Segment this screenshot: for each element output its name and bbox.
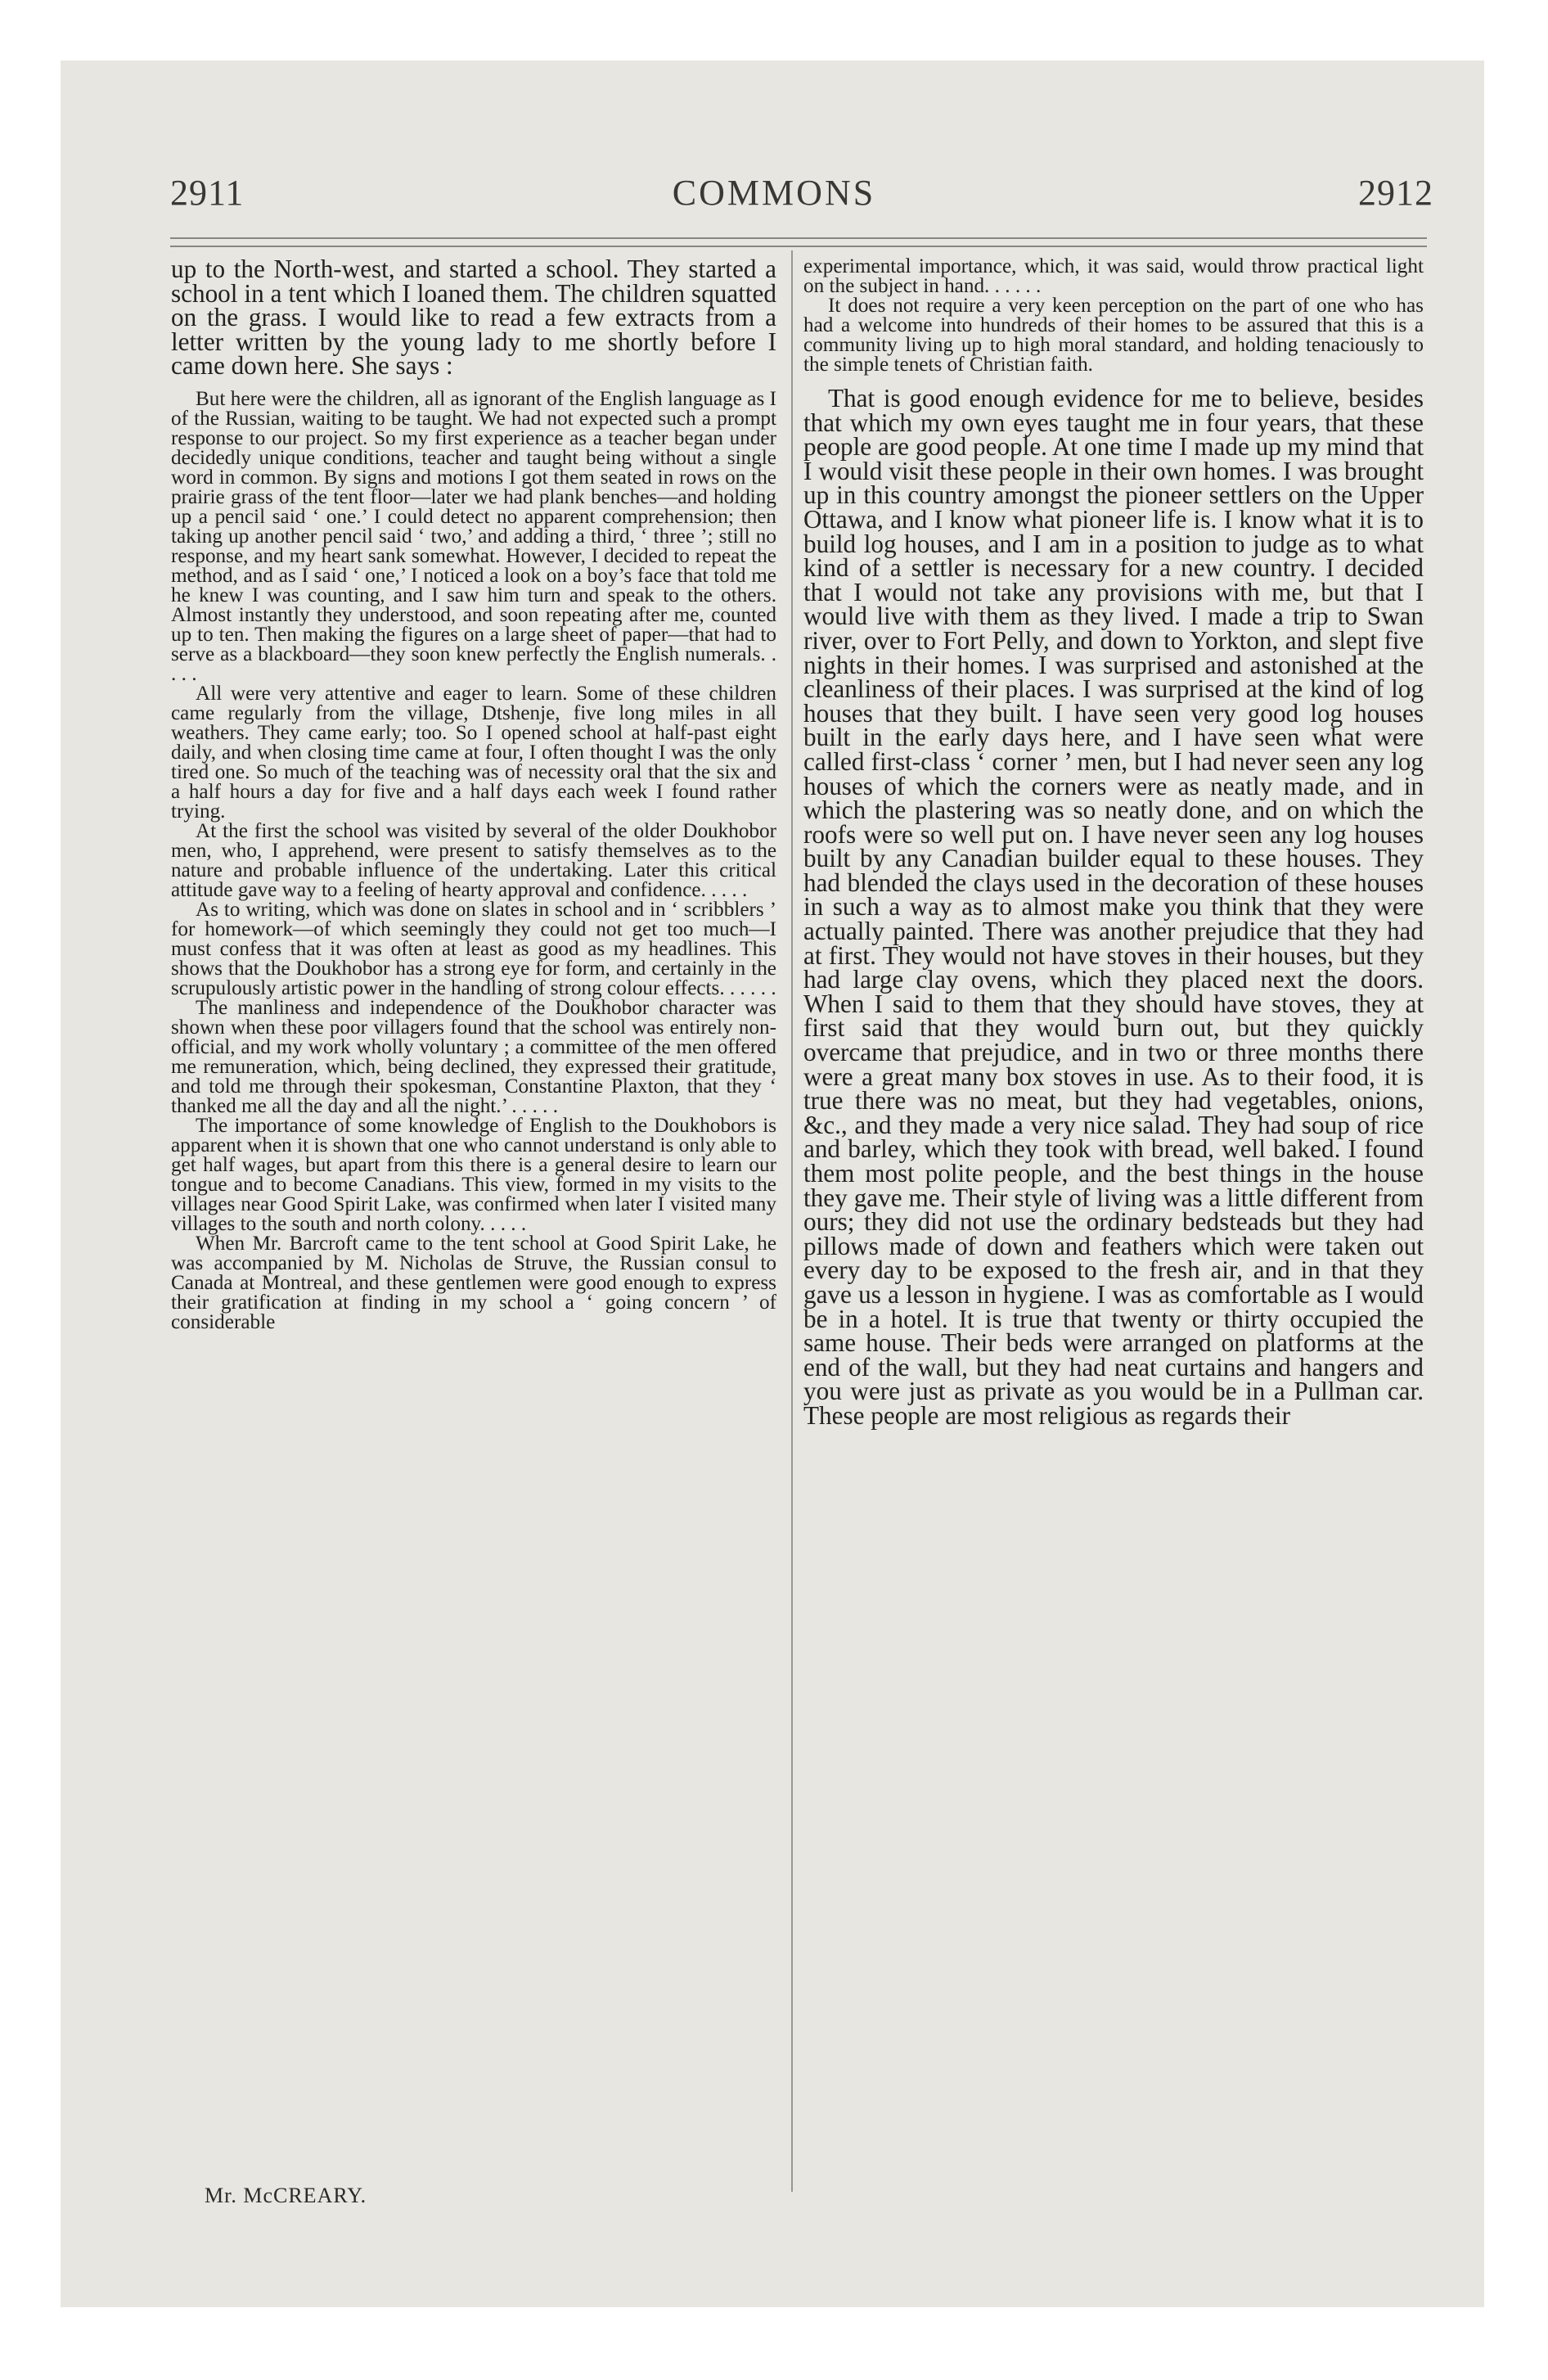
speech-paragraph: That is good enough evidence for me to believe, besides that which my own eyes taught me in four years, that these people are good people. At one time I made up my mind that I would visit these people in their own homes. I was brought up in this country amongst the pioneer settlers on the Upper Ottawa, and I know what pioneer life is. I know what it is to build log houses, and I am in a position to judge as to what kind of a settler is necessary for a new country. I decided that I would not take any provisions with me, but that I would live with them as they lived. I made a trip to Swan river, over to Fort Pelly, and down to Yorkton, and slept five nights in their homes. I was surprised and astonished at the cleanliness of their places. I was surprised at the kind of log houses that they built. I have seen very good log houses built in the early days here, and I have seen what were called first-class ‘ corner ’ men, but I had never seen any log houses of which the corners were as neatly made, and in which the plastering was so neatly done, and on which the roofs were so well put on. I have never seen any log houses built by any Canadian builder equal to these houses. They had blended the clays used in the decoration of these houses in such a way as to almost make you think that they were actually painted. There was another prejudice that they had at first. They would not have stoves in their houses, but they had large clay ovens, which they placed next the doors. When I said to them that they should have stoves, they at first said that they would burn out, but they quickly overcame that prejudice, and in two or three months there were a great many box stoves in use. As to their food, it is true there was no meat, but they had vegetables, onions, &c., and they made a very nice salad. They had soup of rice and barley, which they took with bread, well baked. I found them most polite people, and the best things in the house they gave me. Their style of living was a little different from ours; they did not use the ordinary bedsteads but they had pillows made of down and feathers which were taken out every day to be exposed to the fresh air, and in that they gave us a lesson in hygiene. I was as comfortable as I would be in a hotel. It is true that twenty or thirty occupied the same house. Their beds were arranged on platforms at the end of the wall, but they had neat curtains and hangers and you were just as private as you would be in a Pullman car. These people are most religious as regards their <box>803 384 1424 1430</box>
quote-paragraph: When Mr. Barcroft came to the tent school at Good Spirit Lake, he was accompanied by M. Nicholas de Struve, the Russian consul to Canada at Montreal, and these gentlemen were good enough to express their gratification at finding in my school a ‘ going concern ’ of considerable <box>171 1232 776 1333</box>
quote-paragraph: All were very attentive and eager to learn. Some of these children came regularly from the village, Dtshenje, five long miles in all weathers. They came early; too. So I opened school at half-past eight daily, and when closing time came at four, I often thought I was the only tired one. So much of the teaching was of necessity oral that the six and a half hours a day for five and a half days each week I found rather trying. <box>171 682 776 823</box>
quote-paragraph: It does not require a very keen perception on the part of one who has had a welcome into hundreds of their homes to be assured that this is a community living up to high moral standard, and holding tenaciously to the simple tenets of Christian faith. <box>803 295 1424 376</box>
left-column <box>171 257 776 1332</box>
quote-continuation: experimental importance, which, it was said, would throw practical light on the subject in hand. . . . . . <box>803 255 1424 297</box>
page-number-right: 2912 <box>1358 173 1433 213</box>
quote-paragraph: As to writing, which was done on slates in school and in ‘ scribblers ’ for homework—of which seemingly they could not get too much—I must confess that it was often at least as good as my headlines. This shows that the Doukhobor has a strong eye for form, and certainly in the scrupulously artistic power in the handling of strong colour effects. . . . . . <box>171 898 776 999</box>
header-rule-top <box>170 237 1427 239</box>
header-rule-bottom <box>170 246 1427 247</box>
column-divider <box>791 250 793 2192</box>
right-column <box>803 257 1424 1428</box>
quote-paragraph: The manliness and independence of the Doukhobor character was shown when these poor villagers found that the school was entirely non-official, and my work wholly voluntary ; a committee of the men offered me remuneration, which, being declined, they expressed their gratitude, and told me through their spokesman, Constantine Plaxton, that they ‘ thanked me all the day and all the night.’ . . . . . <box>171 996 776 1117</box>
speech-paragraph: up to the North-west, and started a school. They started a school in a tent which I loaned them. The children squatted on the grass. I would like to read a few extracts from a letter written by the young lady to me shortly before I came down here. She says : <box>171 255 776 381</box>
page-number-left: 2911 <box>170 173 245 213</box>
speaker-footer: Mr. McCREARY. <box>205 2184 367 2207</box>
quote-paragraph: But here were the children, all as ignorant of the English language as I of the Russian, waiting to be taught. We had not expected such a prompt response to our project. So my first experience as a teacher began under decidedly unique conditions, teacher and taught being without a single word in common. By signs and motions I got them seated in rows on the prairie grass of the tent floor—later we had plank benches—and holding up a pencil said ‘ one.’ I could detect no apparent comprehension; then taking up another pencil said ‘ two,’ and adding a third, ‘ three ’; still no response, and my heart sank somewhat. However, I decided to repeat the method, and as I said ‘ one,’ I noticed a look on a boy’s face that told me he knew I was counting, and I saw him turn and speak to the others. Almost instantly they understood, and soon repeating after me, counted up to ten. Then making the figures on a large sheet of paper—that had to serve as a blackboard—they soon knew perfectly the English numerals. . . . . <box>171 387 776 685</box>
quote-paragraph: At the first the school was visited by several of the older Doukhobor men, who, I apprehend, were present to satisfy themselves as to the nature and probable influence of the undertaking. Later this critical attitude gave way to a feeling of hearty approval and confidence. . . . . <box>171 819 776 901</box>
quote-paragraph: The importance of some knowledge of English to the Doukhobors is apparent when it is shown that one who cannot understand is only able to get half wages, but apart from this there is a general desire to learn our tongue and to become Canadians. This view, formed in my visits to the villages near Good Spirit Lake, was confirmed when later I visited many villages to the south and north colony. . . . . <box>171 1114 776 1235</box>
running-head: COMMONS <box>672 173 876 213</box>
